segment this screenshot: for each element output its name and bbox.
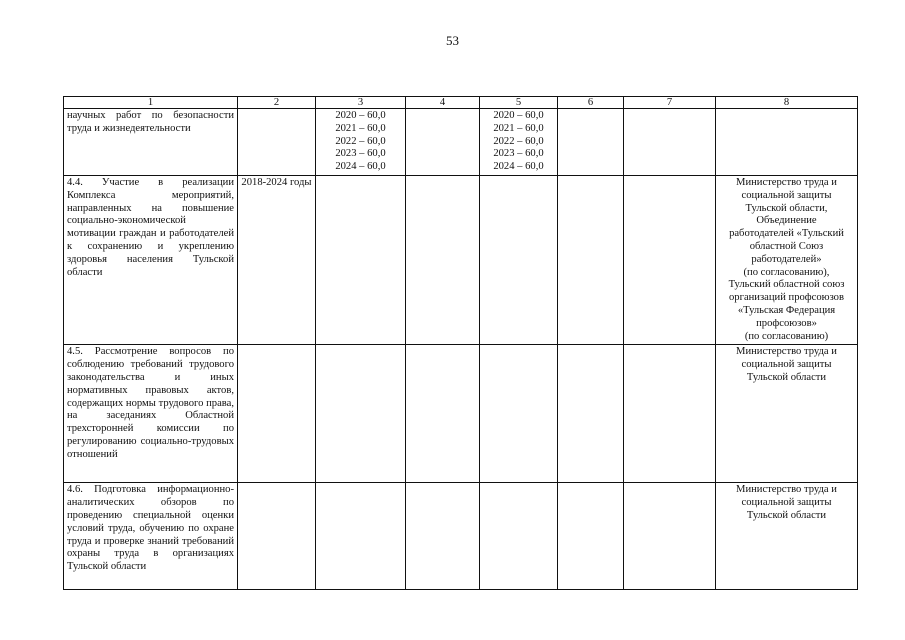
cell (558, 345, 624, 483)
cell (624, 175, 716, 344)
cell (406, 345, 480, 483)
funding-cell (316, 483, 406, 590)
column-header: 2 (238, 97, 316, 109)
executor-cell: Министерство труда и социальной защиты Тульской области (716, 345, 858, 483)
table-header-row (64, 97, 858, 109)
cell (406, 175, 480, 344)
program-table (63, 96, 858, 590)
table-row (64, 345, 858, 483)
funding-cell (316, 175, 406, 344)
table-row (64, 483, 858, 590)
activity-cell: 4.5. Рассмотрение вопросов по соблюдению требований трудового законодательства и иных нормативных правовых актов, содержащих нормы трудового права, на заседаниях Областной трехсторонней комиссии по регулированию социально-трудовых отношений (64, 345, 238, 483)
period-cell (238, 345, 316, 483)
period-cell (238, 109, 316, 176)
activity-cell: 4.4. Участие в реализации Комплекса мероприятий, направленных на повышение социально-экономической мотивации граждан и работодателей к сохранению и укреплению здоровья населения Тульской области (64, 175, 238, 344)
executor-cell: Министерство труда и социальной защиты Тульской области, Объединение работодателей «Тульский областной Союз работодателей» (по согласованию), Тульский областной союз организаций профсоюзов «Тульская Федерация профсоюзов» (по согласованию) (716, 175, 858, 344)
funding-cell: 2020 – 60,0 2021 – 60,0 2022 – 60,0 2023 – 60,0 2024 – 60,0 (316, 109, 406, 176)
column-header: 3 (316, 97, 406, 109)
cell (558, 483, 624, 590)
period-cell (238, 483, 316, 590)
executor-cell: Министерство труда и социальной защиты Тульской области (716, 483, 858, 590)
cell (624, 345, 716, 483)
executor-cell (716, 109, 858, 176)
table-row (64, 109, 858, 176)
cell (406, 109, 480, 176)
funding-cell (480, 345, 558, 483)
column-header: 8 (716, 97, 858, 109)
column-header: 4 (406, 97, 480, 109)
column-header: 5 (480, 97, 558, 109)
activity-cell: 4.6. Подготовка информационно-аналитических обзоров по проведению специальной оценки условий труда, обучению по охране труда и проверке знаний требований охраны труда в организациях Тульской области (64, 483, 238, 590)
cell (624, 109, 716, 176)
cell (558, 175, 624, 344)
funding-cell (316, 345, 406, 483)
table-row (64, 175, 858, 344)
column-header: 7 (624, 97, 716, 109)
cell (406, 483, 480, 590)
activity-cell: научных работ по безопасности труда и жизнедеятельности (64, 109, 238, 176)
period-cell: 2018-2024 годы (238, 175, 316, 344)
funding-cell: 2020 – 60,0 2021 – 60,0 2022 – 60,0 2023 – 60,0 2024 – 60,0 (480, 109, 558, 176)
funding-cell (480, 483, 558, 590)
page-number: 53 (446, 33, 459, 48)
column-header: 1 (64, 97, 238, 109)
cell (558, 109, 624, 176)
funding-cell (480, 175, 558, 344)
cell (624, 483, 716, 590)
column-header: 6 (558, 97, 624, 109)
